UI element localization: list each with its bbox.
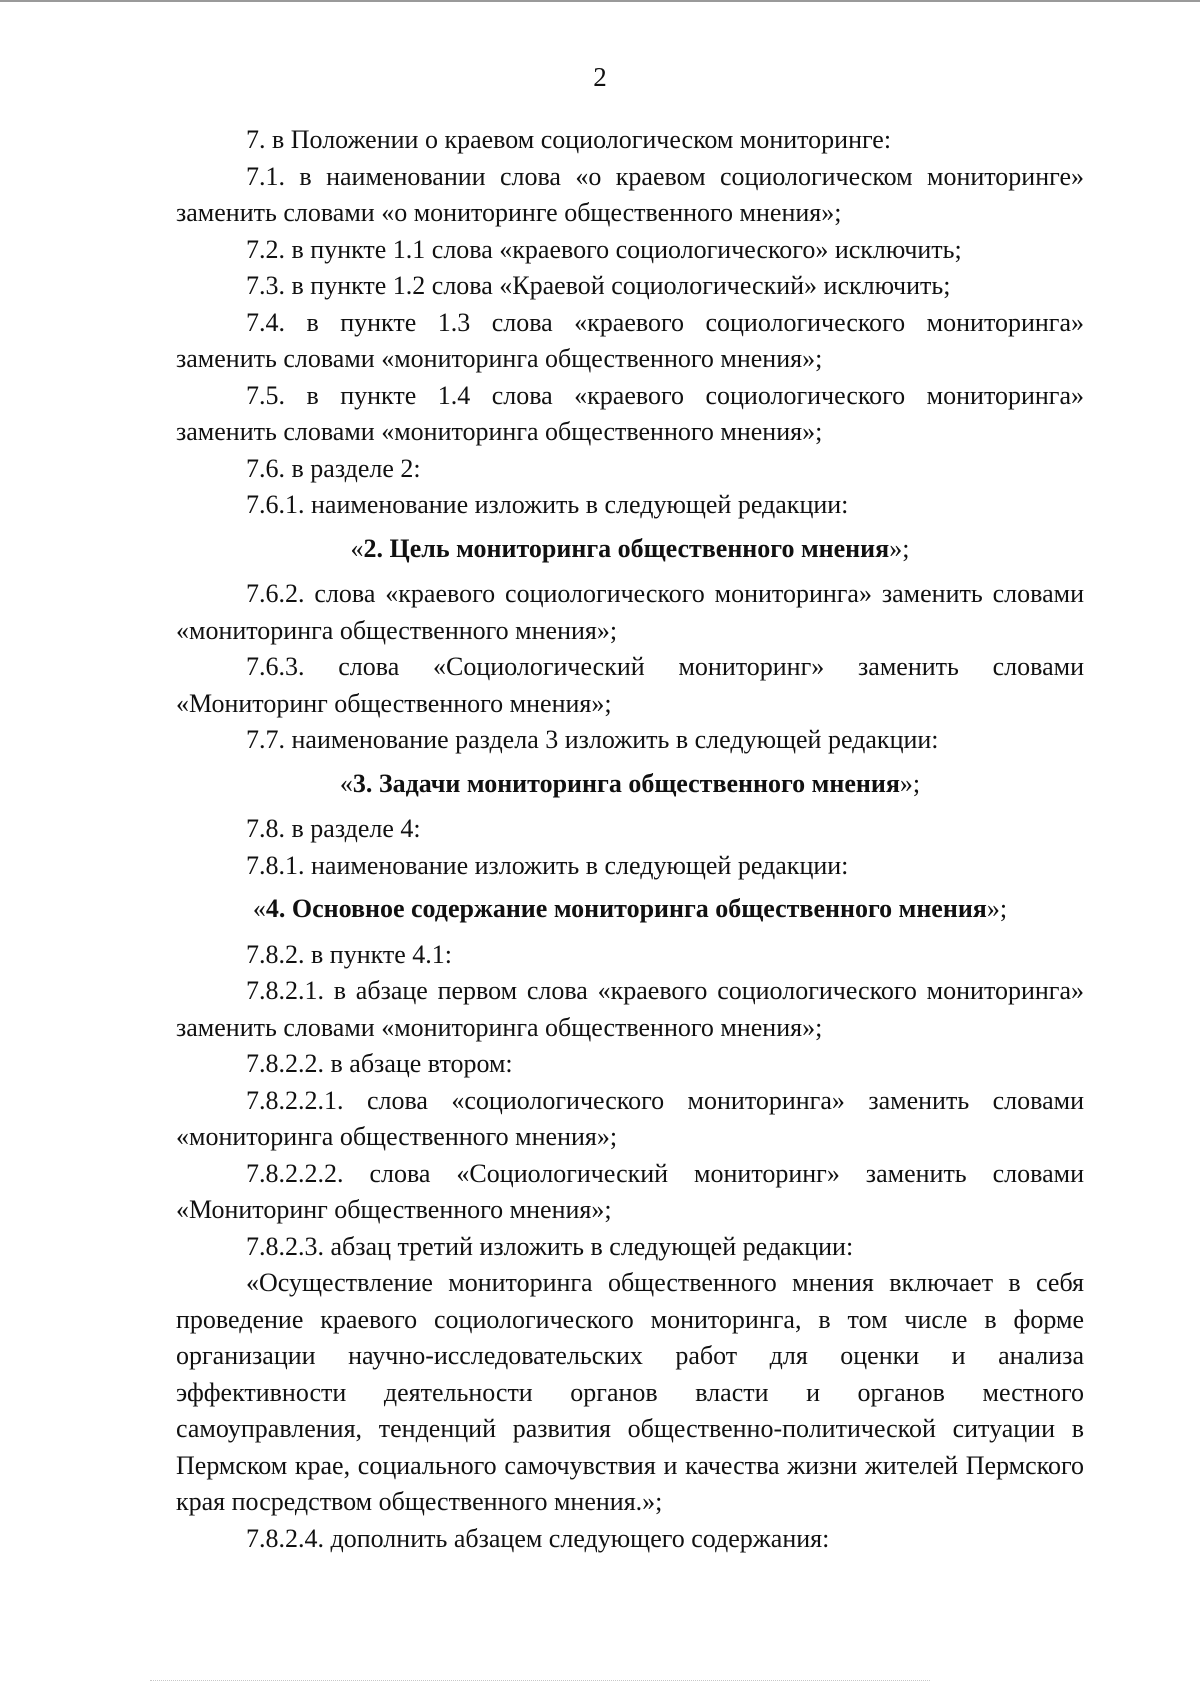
paragraph-7-8: 7.8. в разделе 4: — [246, 814, 421, 843]
document-body — [176, 122, 1084, 1557]
heading-close-quote: »; — [899, 768, 921, 798]
heading-open-quote: « — [252, 894, 266, 923]
heading-title: 2. Цель мониторинга общественного мнения — [363, 533, 890, 563]
scan-top-edge — [0, 0, 1200, 2]
heading-title: 3. Задачи мониторинга общественного мнения — [352, 768, 900, 798]
paragraph-7-6: 7.6. в разделе 2: — [246, 453, 421, 483]
paragraph-7-8-2-3: 7.8.2.3. абзац третий изложить в следующей редакции: — [246, 1231, 854, 1261]
section-heading-4 — [176, 891, 1084, 928]
paragraph-7-6-1: 7.6.1. наименование изложить в следующей редакции: — [246, 490, 849, 519]
paragraph-7-1: 7.1. в наименовании слова «о краевом социологическом мониторинге» заменить словами «о мониторинге общественного мнения»; — [176, 161, 1084, 227]
paragraph-7-2: 7.2. в пункте 1.1 слова «краевого социологического» исключить; — [246, 234, 962, 264]
paragraph-7: 7. в Положении о краевом социологическом мониторинге: — [246, 125, 892, 154]
paragraph-7-4: 7.4. в пункте 1.3 слова «краевого социологического мониторинга» заменить словами «мониторинга общественного мнения»; — [176, 307, 1084, 373]
heading-close-quote: »; — [986, 894, 1008, 923]
paragraph-7-7: 7.7. наименование раздела 3 изложить в следующей редакции: — [246, 725, 939, 754]
paragraph-7-8-2-1: 7.8.2.1. в абзаце первом слова «краевого социологического мониторинга» заменить словами «мониторинга общественного мнения»; — [176, 976, 1084, 1042]
paragraph-7-5: 7.5. в пункте 1.4 слова «краевого социологического мониторинга» заменить словами «мониторинга общественного мнения»; — [176, 380, 1084, 446]
paragraph-7-8-2-2-2: 7.8.2.2.2. слова «Социологический мониторинг» заменить словами «Мониторинг общественного мнения»; — [176, 1158, 1084, 1224]
paragraph-7-8-2-4: 7.8.2.4. дополнить абзацем следующего содержания: — [246, 1523, 830, 1553]
scan-bottom-edge — [150, 1680, 930, 1685]
section-heading-2 — [176, 531, 1084, 568]
heading-open-quote: « — [339, 768, 353, 798]
page-number: 2 — [593, 62, 607, 92]
heading-open-quote: « — [350, 533, 364, 563]
heading-title: 4. Основное содержание мониторинга общественного мнения — [265, 894, 987, 923]
paragraph-7-8-2-2-1: 7.8.2.2.1. слова «социологического мониторинга» заменить словами «мониторинга общественного мнения»; — [176, 1085, 1084, 1151]
paragraph-7-8-2-2: 7.8.2.2. в абзаце втором: — [246, 1049, 513, 1078]
paragraph-7-6-2: 7.6.2. слова «краевого социологического мониторинга» заменить словами «мониторинга общественного мнения»; — [176, 579, 1084, 645]
paragraph-7-3: 7.3. в пункте 1.2 слова «Краевой социологический» исключить; — [246, 271, 951, 300]
section-heading-3 — [176, 766, 1084, 803]
paragraph-quoted-text: «Осуществление мониторинга общественного мнения включает в себя проведение краевого социологического мониторинга, в том числе в форме организации научно-исследовательских работ для оценки и анализа эффективности деятельности органов власти и органов местного самоуправления, тенденций развития общественно-политической ситуации в Пермском крае, социального самочувствия и качества жизни жителей Пермского края посредством общественного мнения.»; — [176, 1268, 1084, 1516]
heading-close-quote: »; — [889, 533, 910, 563]
paragraph-7-8-2: 7.8.2. в пункте 4.1: — [246, 939, 453, 969]
paragraph-7-6-3: 7.6.3. слова «Социологический мониторинг» заменить словами «Мониторинг общественного мнения»; — [176, 652, 1084, 718]
paragraph-7-8-1: 7.8.1. наименование изложить в следующей редакции: — [246, 850, 849, 880]
